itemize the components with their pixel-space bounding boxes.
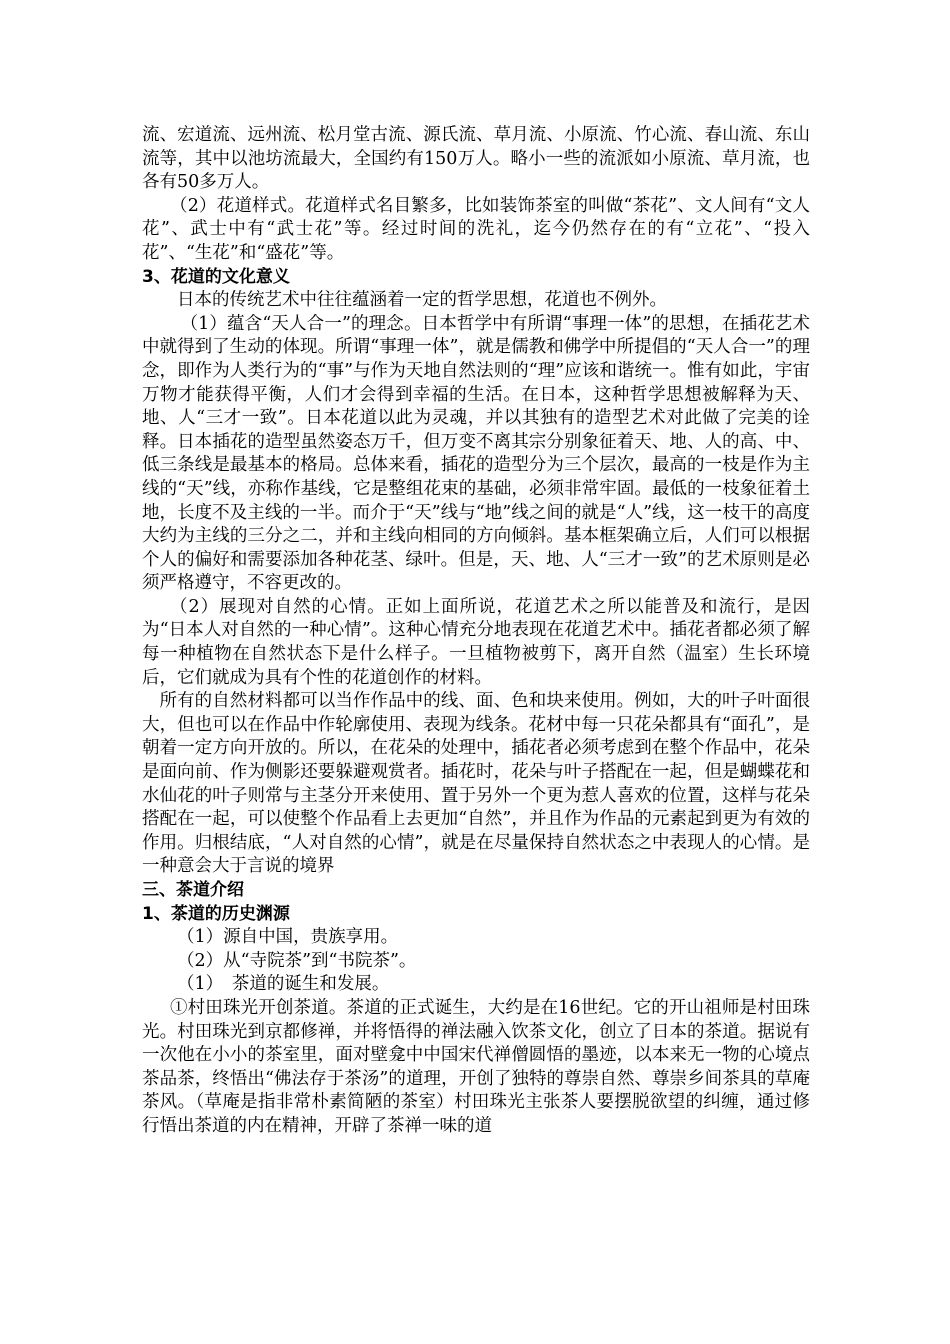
paragraph-natural-materials: 所有的自然材料都可以当作作品中的线、面、色和块来使用。例如，大的叶子叶面很大，但也可以在作品中作轮廓使用、表现为线条。花材中每一只花朵都具有“面孔”，是朝着一定方向开放的。所以，在花朵的处理中，插花者必须考虑到在整个作品中，花朵是面向前、作为侧影还要躲避观赏者。插花时，花朵与叶子搭配在一起，但是蝴蝶花和水仙花的叶子则常与主茎分开来使用、置于另外一个更为惹人喜欢的位置，这样与花朵搭配在一起，可以使整个作品看上去更加“自然”，并且作为作品的元素起到更为有效的作用。归根结底，“人对自然的心情”，就是在尽量保持自然状态之中表现人的心情。是一种意会大于言说的境界: [142, 691, 810, 877]
list-item-temple-to-study-tea: （2）从“寺院茶”到“书院茶”。: [177, 950, 417, 971]
paragraph-murata-juko: ①村田珠光开创茶道。茶道的正式诞生，大约是在16世纪。它的开山祖师是村田珠光。村田珠光到京都修禅，并将悟得的禅法融入饮茶文化，创立了日本的茶道。据说有一次他在小小的茶室里，面对壁龛中中国宋代禅僧圆悟的墨迹，以本来无一物的心境点茶品茶，终悟出“佛法存于茶汤”的道理，开创了独特的尊崇自然、尊崇乡间茶具的草庵茶风。（草庵是指非常朴素简陋的茶室）村田珠光主张茶人要摆脱欲望的纠缠，通过修行悟出茶道的内在精神，开辟了茶禅一味的道: [142, 997, 810, 1136]
paragraph-flower-schools: 流、宏道流、远州流、松月堂古流、源氏流、草月流、小原流、竹心流、春山流、东山流等，其中以池坊流最大，全国约有150万人。略小一些的流派如小原流、草月流，也各有50多万人。: [142, 125, 810, 193]
heading-tea-history: 1、茶道的历史渊源: [142, 903, 290, 924]
paragraph-philosophy-intro: 日本的传统艺术中往往蕴涵着一定的哲学思想，花道也不例外。: [177, 290, 667, 311]
list-item-birth-development: （1） 茶道的诞生和发展。: [177, 974, 390, 995]
list-item-origin-china: （1）源自中国，贵族享用。: [177, 927, 399, 948]
paragraph-feeling-for-nature: （2）展现对自然的心情。正如上面所说，花道艺术之所以能普及和流行，是因为“日本人对自然的一种心情”。这种心情充分地表现在花道艺术中。插花者都必须了解每一种植物在自然状态下是什么样子。一旦植物被剪下，离开自然（温室）生长环境后，它们就成为具有个性的花道创作的材料。: [142, 596, 810, 688]
paragraph-heaven-human-unity: （1）蕴含“天人合一”的理念。日本哲学中有所谓“事理一体”的思想，在插花艺术中就得到了生动的体现。所谓“事理一体”，就是儒教和佛学中所提倡的“天人合一”的理念，即作为人类行为的“事”与作为天地自然法则的“理”应该和谐统一。惟有如此，宇宙万物才能获得平衡，人们才会得到幸福的生活。在日本，这种哲学思想被解释为天、地、人“三才一致”。日本花道以此为灵魂，并以其独有的造型艺术对此做了完美的诠释。日本插花的造型虽然姿态万千，但万变不离其宗分别象征着天、地、人的高、中、低三条线是最基本的格局。总体来看，插花的造型分为三个层次，最高的一枝是作为主线的“天”线，亦称作基线，它是整组花束的基础，必须非常牢固。最低的一枝象征着土地，长度不及主线的一半。而介于“天”线与“地”线之间的就是“人”线，这一枝干的高度大约为主线的三分之二，并和主线向相同的方向倾斜。基本框架确立后，人们可以根据个人的偏好和需要添加各种花茎、绿叶。但是，天、地、人“三才一致”的艺术原则是必须严格遵守，不容更改的。: [142, 313, 810, 594]
document-body: [142, 124, 810, 1139]
heading-tea-ceremony: 三、茶道介绍: [142, 880, 244, 900]
paragraph-flower-styles: （2）花道样式。花道样式名目繁多，比如装饰茶室的叫做“茶花”、文人间有“文人花”、武士中有“武士花”等。经过时间的洗礼，迄今仍然存在的有“立花”、“投入花”、“生花”和“盛花”等。: [142, 195, 810, 263]
heading-cultural-meaning: 3、花道的文化意义: [142, 266, 290, 287]
